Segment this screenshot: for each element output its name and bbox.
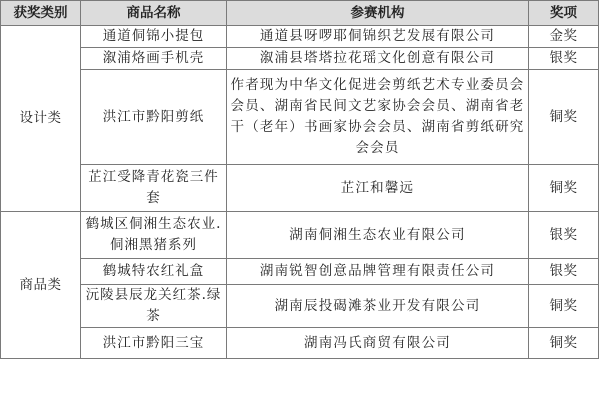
product-name: 鹤城特农红礼盒 — [81, 259, 227, 285]
header-category: 获奖类别 — [1, 1, 81, 26]
table-row — [1, 165, 599, 212]
award-level: 铜奖 — [529, 165, 599, 212]
product-name: 通道侗锦小提包 — [81, 26, 227, 48]
table-row — [1, 70, 599, 165]
org-name: 溆浦县塔塔拉花瑶文化创意有限公司 — [227, 48, 529, 70]
header-product: 商品名称 — [81, 1, 227, 26]
product-name: 芷江受降青花瓷三件套 — [81, 165, 227, 212]
category-goods: 商品类 — [1, 212, 81, 359]
award-level: 铜奖 — [529, 70, 599, 165]
org-name: 芷江和馨远 — [227, 165, 529, 212]
org-name: 作者现为中华文化促进会剪纸艺术专业委员会会员、湖南省民间文艺家协会会员、湖南省老干（老年）书画家协会会员、湖南省剪纸研究会会员 — [227, 70, 529, 165]
product-name: 溆浦烙画手机壳 — [81, 48, 227, 70]
award-level: 铜奖 — [529, 328, 599, 359]
product-name: 洪江市黔阳三宝 — [81, 328, 227, 359]
org-name: 湖南辰投碣滩茶业开发有限公司 — [227, 285, 529, 328]
table-row — [1, 285, 599, 328]
org-name: 通道县呀啰耶侗锦织艺发展有限公司 — [227, 26, 529, 48]
award-level: 银奖 — [529, 48, 599, 70]
award-level: 铜奖 — [529, 285, 599, 328]
org-name: 湖南锐智创意品牌管理有限责任公司 — [227, 259, 529, 285]
category-design: 设计类 — [1, 26, 81, 212]
product-name: 鹤城区侗湘生态农业.侗湘黑猪系列 — [81, 212, 227, 259]
org-name: 湖南冯氏商贸有限公司 — [227, 328, 529, 359]
table-row — [1, 48, 599, 70]
award-level: 金奖 — [529, 26, 599, 48]
product-name: 洪江市黔阳剪纸 — [81, 70, 227, 165]
table-row — [1, 26, 599, 48]
award-level: 银奖 — [529, 259, 599, 285]
header-org: 参赛机构 — [227, 1, 529, 26]
table-header-row — [1, 1, 599, 26]
table-row — [1, 259, 599, 285]
org-name: 湖南侗湘生态农业有限公司 — [227, 212, 529, 259]
header-award: 奖项 — [529, 1, 599, 26]
product-name: 沅陵县辰龙关红茶.绿茶 — [81, 285, 227, 328]
award-level: 银奖 — [529, 212, 599, 259]
table-row — [1, 212, 599, 259]
table-row — [1, 328, 599, 359]
